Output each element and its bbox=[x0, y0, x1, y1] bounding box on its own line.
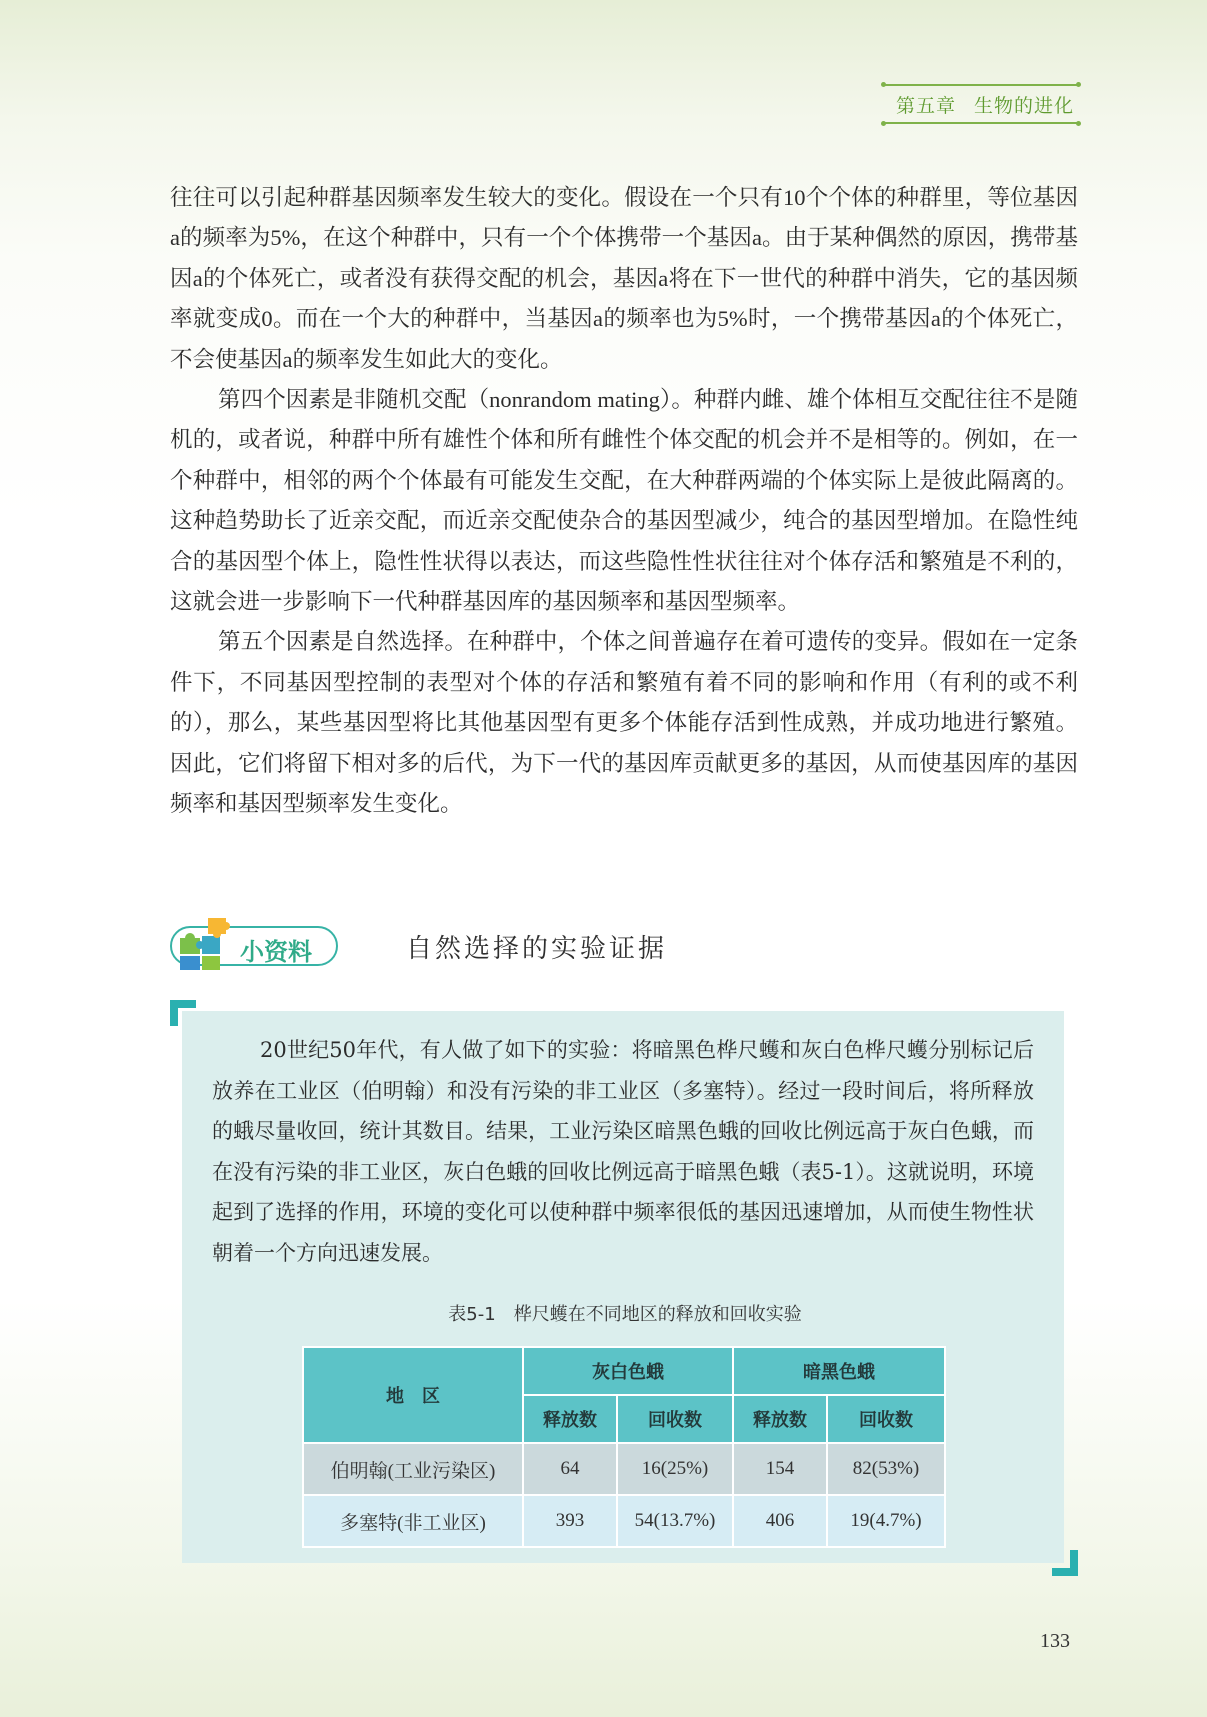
paragraph: 第五个因素是自然选择。在种群中，个体之间普遍存在着可遗传的变异。假如在一定条件下，不同基因型控制的表型对个体的存活和繁殖有着不同的影响和作用（有利的或不利的），那么，某些基因型将比其他基因型有更多个体能存活到性成熟，并成功地进行繁殖。因此，它们将留下相对多的后代，为下一代的基因库贡献更多的基因，从而使基因库的基因频率和基因型频率发生变化。 bbox=[170, 629, 1078, 817]
cell-recapture: 54(13.7%) bbox=[617, 1495, 733, 1547]
badge-label: 小资料 bbox=[240, 938, 312, 966]
chapter-header bbox=[884, 84, 1078, 124]
corner-mark-top-left bbox=[170, 1000, 196, 1026]
cell-release: 406 bbox=[733, 1495, 827, 1547]
data-table bbox=[302, 1346, 946, 1548]
corner-mark-bottom-right bbox=[1052, 1550, 1078, 1576]
header-release: 释放数 bbox=[733, 1395, 827, 1443]
info-paragraph: 20世纪50年代，有人做了如下的实验：将暗黑色桦尺蠖和灰白色桦尺蠖分别标记后放养在工业区（伯明翰）和没有污染的非工业区（多塞特）。经过一段时间后，将所释放的蛾尽量收回，统计其数目。结果，工业污染区暗黑色蛾的回收比例远高于灰白色蛾，而在没有污染的非工业区，灰白色蛾的回收比例远高于暗黑色蛾（表5-1）。这就说明，环境起到了选择的作用，环境的变化可以使种群中频率很低的基因迅速增加，从而使生物性状朝着一个方向迅速发展。 bbox=[212, 1038, 1034, 1265]
cell-region: 伯明翰(工业污染区) bbox=[303, 1443, 523, 1495]
table-row bbox=[303, 1495, 945, 1547]
table-caption: 表5-1 桦尺蠖在不同地区的释放和回收实验 bbox=[448, 1304, 802, 1325]
header-recapture: 回收数 bbox=[617, 1395, 733, 1443]
chapter-title: 生物的进化 bbox=[974, 95, 1075, 117]
body-text bbox=[170, 178, 1078, 825]
header-release: 释放数 bbox=[523, 1395, 617, 1443]
cell-recapture: 82(53%) bbox=[827, 1443, 945, 1495]
chapter-number: 第五章 bbox=[896, 95, 957, 117]
cell-release: 154 bbox=[733, 1443, 827, 1495]
cell-release: 64 bbox=[523, 1443, 617, 1495]
section-title: 自然选择的实验证据 bbox=[406, 934, 668, 964]
header-dot bbox=[1076, 121, 1081, 126]
table-header-row bbox=[303, 1347, 945, 1395]
page-number: 133 bbox=[1040, 1630, 1070, 1652]
header-recapture: 回收数 bbox=[827, 1395, 945, 1443]
paragraph: 往往可以引起种群基因频率发生较大的变化。假设在一个只有10个个体的种群里，等位基因a的频率为5%，在这个种群中，只有一个个体携带一个基因a。由于某种偶然的原因，携带基因a的个体死亡，或者没有获得交配的机会，基因a将在下一世代的种群中消失，它的基因频率就变成0。而在一个大的种群中，当基因a的频率也为5%时，一个携带基因a的个体死亡，不会使基因a的频率发生如此大的变化。 bbox=[170, 185, 1078, 372]
cell-release: 393 bbox=[523, 1495, 617, 1547]
info-text bbox=[212, 1030, 1034, 1273]
header-region: 地 区 bbox=[303, 1347, 523, 1443]
info-badge bbox=[166, 920, 342, 970]
header-dot bbox=[1076, 82, 1081, 87]
header-group-dark: 暗黑色蛾 bbox=[733, 1347, 945, 1395]
header-group-light: 灰白色蛾 bbox=[523, 1347, 733, 1395]
cell-recapture: 16(25%) bbox=[617, 1443, 733, 1495]
puzzle-icon bbox=[180, 914, 236, 970]
chapter-heading bbox=[896, 91, 1074, 118]
cell-region: 多塞特(非工业区) bbox=[303, 1495, 523, 1547]
cell-recapture: 19(4.7%) bbox=[827, 1495, 945, 1547]
table-row bbox=[303, 1443, 945, 1495]
paragraph: 第四个因素是非随机交配（nonrandom mating）。种群内雌、雄个体相互交配往往不是随机的，或者说，种群中所有雄性个体和所有雌性个体交配的机会并不是相等的。例如，在一个种群中，相邻的两个个体最有可能发生交配，在大种群两端的个体实际上是彼此隔离的。这种趋势助长了近亲交配，而近亲交配使杂合的基因型减少，纯合的基因型增加。在隐性纯合的基因型个体上，隐性性状得以表达，而这些隐性性状往往对个体存活和繁殖是不利的，这就会进一步影响下一代种群基因库的基因频率和基因型频率。 bbox=[170, 387, 1078, 615]
